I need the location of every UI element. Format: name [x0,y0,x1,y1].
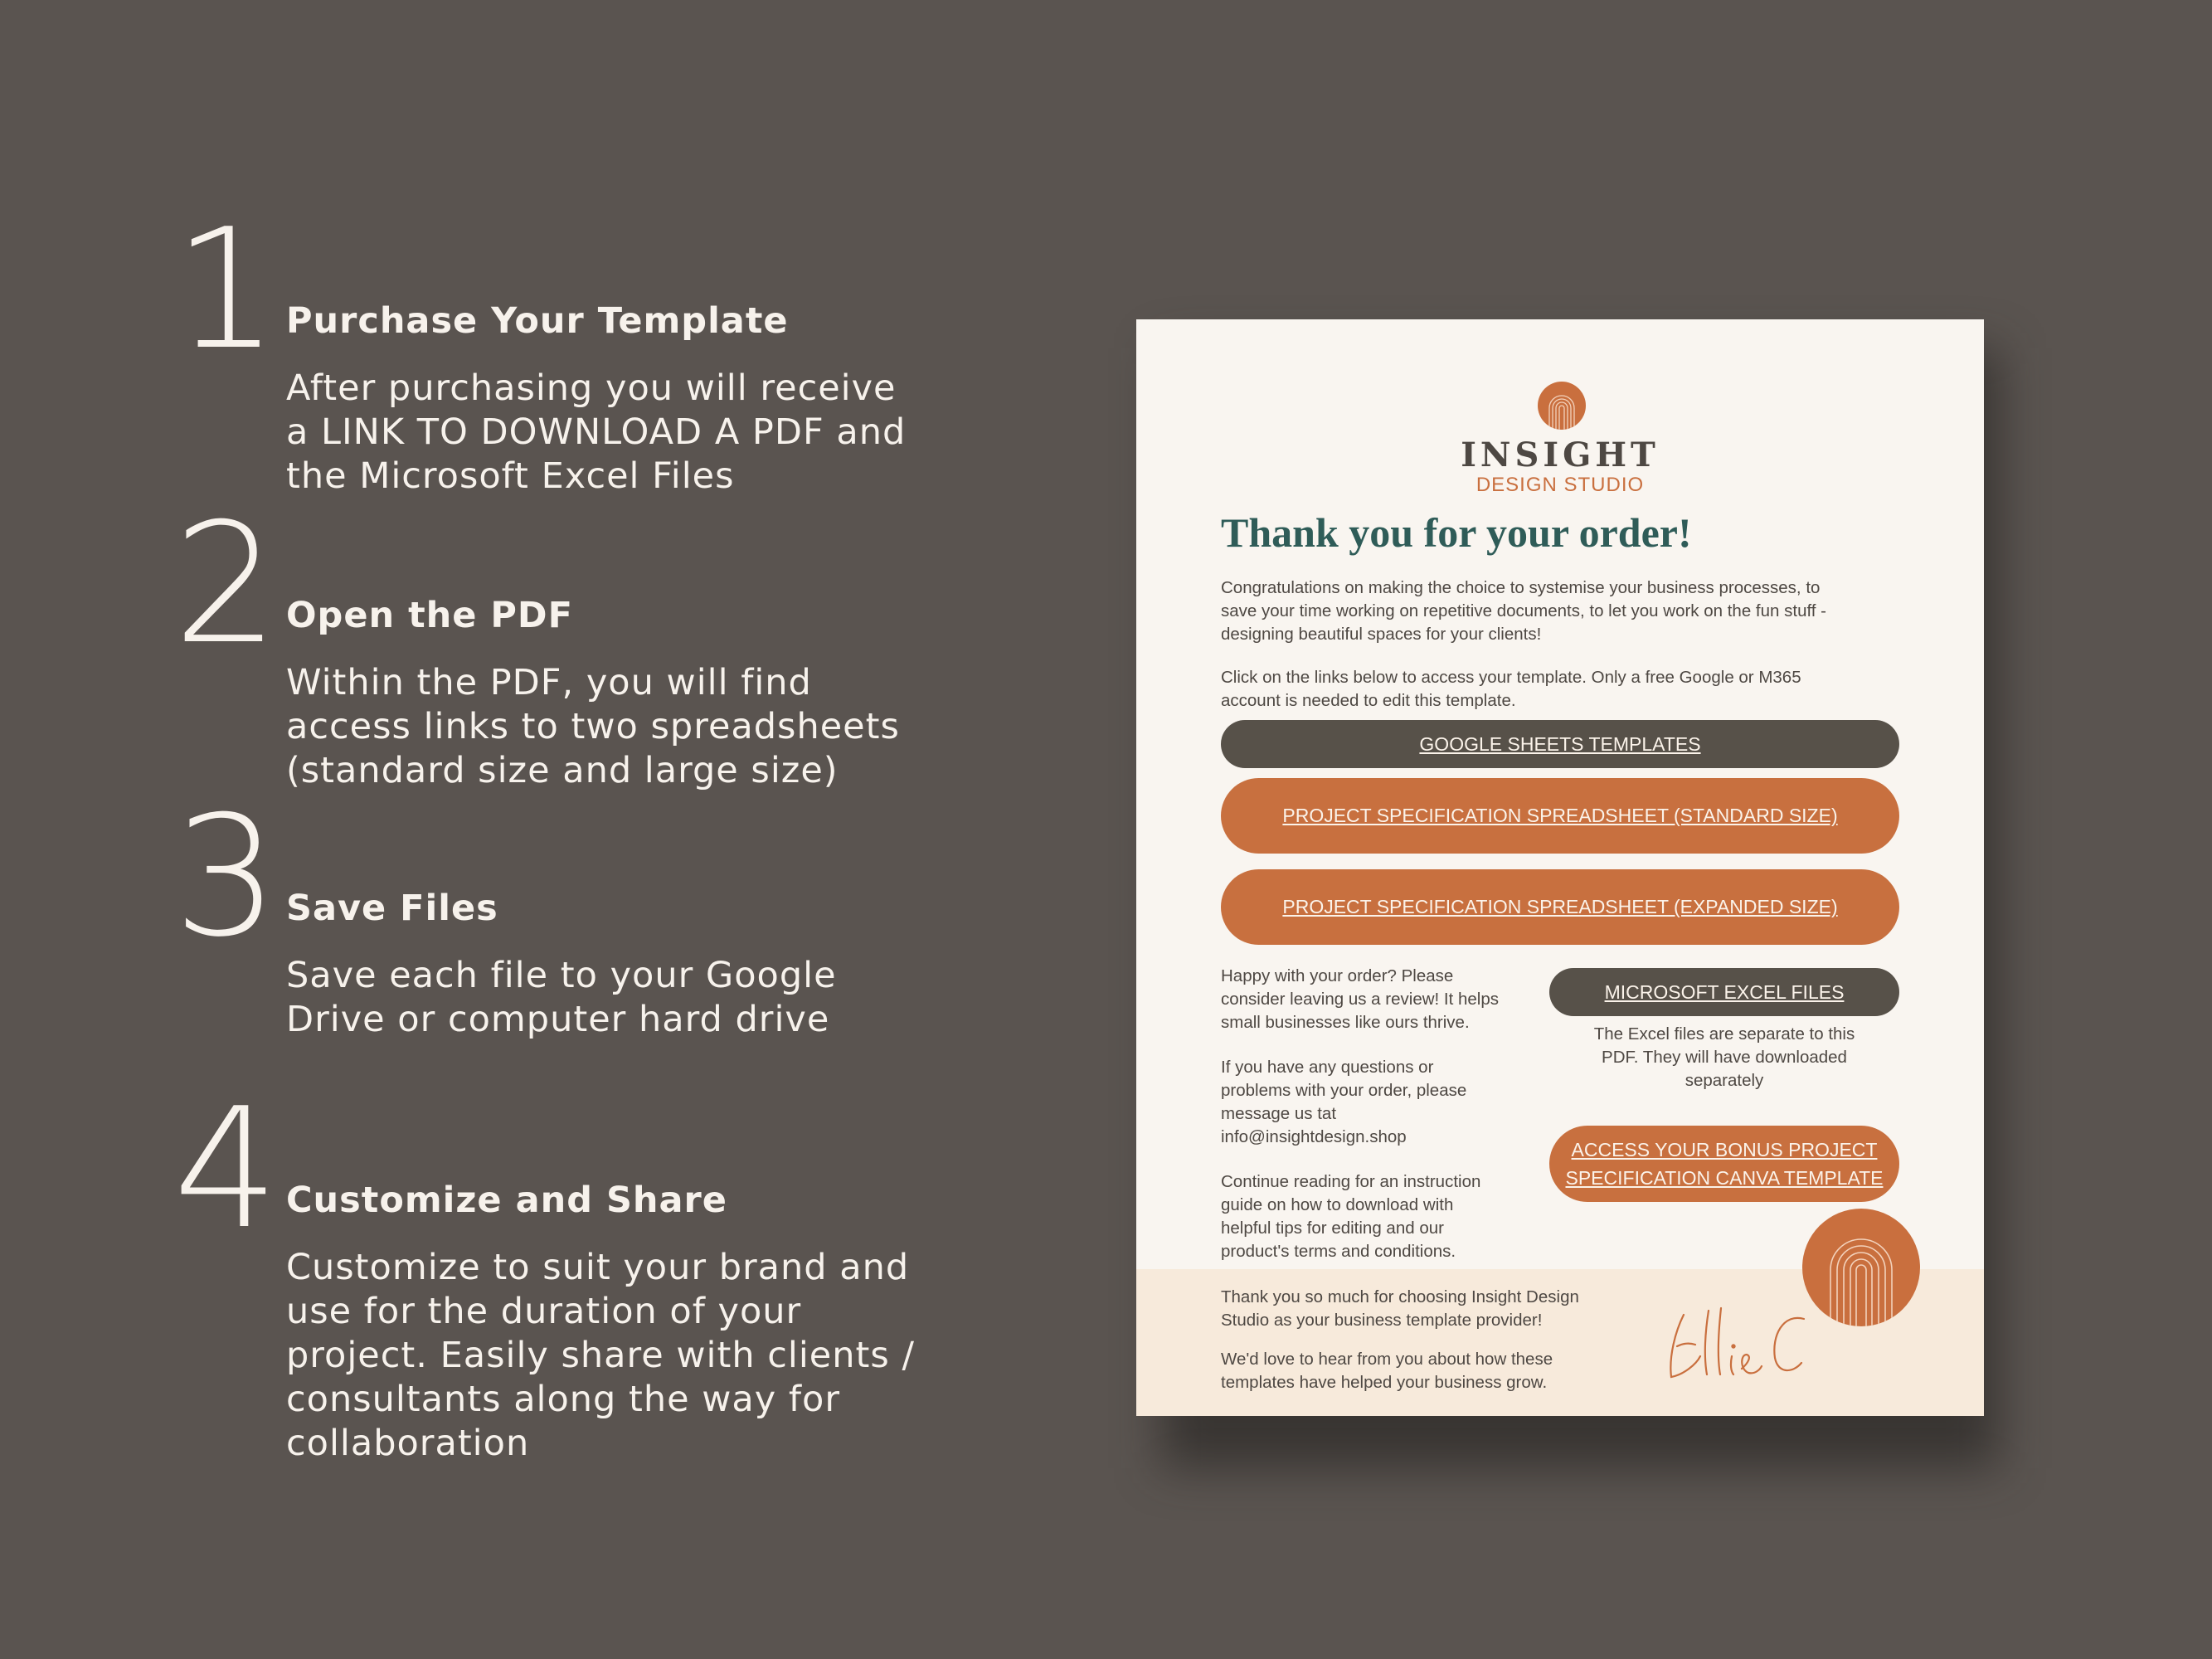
contact-email: info@insightdesign.shop [1221,1127,1407,1146]
text-line: small businesses like ours thrive. [1221,1013,1470,1032]
text-line: Congratulations on making the choice to systemise your business processes, to [1221,578,1821,597]
step-line: consultants along the way for [286,1379,841,1420]
step-number: 3 [173,781,280,974]
step-line: Customize to suit your brand and [286,1247,910,1288]
text-line: Studio as your business template provider! [1221,1311,1543,1330]
text-line: The Excel files are separate to this [1593,1024,1855,1044]
step-title: Purchase Your Template [286,300,789,342]
text-line: designing beautiful spaces for your clients! [1221,625,1542,644]
questions-paragraph [1221,1056,1536,1149]
text-line: product's terms and conditions. [1221,1242,1456,1261]
excel-note [1549,1023,1899,1092]
text-line: consider leaving us a review! It helps [1221,990,1500,1009]
step-line: access links to two spreadsheets [286,706,900,747]
button-line: SPECIFICATION CANVA TEMPLATE [1565,1167,1884,1189]
text-line: helpful tips for editing and our [1221,1219,1444,1238]
step-line: After purchasing you will receive [286,367,897,409]
footer-feedback [1221,1348,1652,1394]
step-line: project. Easily share with clients / [286,1335,915,1376]
continue-paragraph [1221,1170,1536,1263]
arch-logo-icon [1538,382,1586,430]
step-line: a LINK TO DOWNLOAD A PDF and [286,411,907,453]
brand-subtitle: DESIGN STUDIO [1475,474,1645,496]
step-number: 4 [173,1073,280,1266]
text-line: Continue reading for an instruction [1221,1172,1481,1191]
text-line: save your time working on repetitive documents, to let you work on the fun stuff - [1221,601,1827,620]
button-line: ACCESS YOUR BONUS PROJECT [1571,1139,1878,1160]
text-line: templates have helped your business grow. [1221,1373,1548,1392]
step-description [286,1246,941,1466]
step-line: Within the PDF, you will find [286,662,812,703]
text-line: Thank you so much for choosing Insight Design [1221,1287,1579,1306]
footer-thanks [1221,1286,1652,1332]
step-line: the Microsoft Excel Files [286,455,735,497]
text-line: problems with your order, please [1221,1081,1467,1100]
intro-paragraph [1221,577,1901,646]
text-line: Happy with your order? Please [1221,966,1454,985]
brand-name: INSIGHT [1461,435,1660,474]
instructions-paragraph [1221,666,1901,713]
document-title: Thank you for your order! [1221,509,1692,556]
expanded-size-spreadsheet-button[interactable]: PROJECT SPECIFICATION SPREADSHEET (EXPANDED SIZE) [1221,869,1899,945]
step-description [286,954,941,1042]
text-line: Click on the links below to access your template. Only a free Google or M365 [1221,668,1801,687]
step-line: Drive or computer hard drive [286,999,830,1040]
step-number: 2 [173,488,280,681]
step-line: use for the duration of your [286,1291,802,1332]
review-paragraph [1221,965,1536,1034]
bonus-canva-template-button[interactable] [1549,1126,1899,1202]
step-title: Open the PDF [286,595,573,636]
text-line: message us tat [1221,1104,1337,1123]
step-title: Save Files [286,888,498,929]
text-line: separately [1685,1071,1764,1090]
handwritten-signature [1659,1298,1825,1389]
standard-size-spreadsheet-button[interactable]: PROJECT SPECIFICATION SPREADSHEET (STANDARD SIZE) [1221,778,1899,854]
thank-you-document [1136,319,1984,1416]
text-line: PDF. They will have downloaded [1602,1048,1847,1067]
step-line: (standard size and large size) [286,750,839,791]
text-line: guide on how to download with [1221,1195,1454,1214]
microsoft-excel-files-button[interactable]: MICROSOFT EXCEL FILES [1549,968,1899,1016]
google-sheets-templates-button[interactable]: GOOGLE SHEETS TEMPLATES [1221,720,1899,768]
step-line: collaboration [286,1423,530,1464]
text-line: account is needed to edit this template. [1221,691,1516,710]
step-number: 1 [173,193,280,387]
step-title: Customize and Share [286,1180,727,1221]
step-description [286,367,941,499]
text-line: We'd love to hear from you about how these [1221,1350,1553,1369]
step-description [286,661,941,793]
step-line: Save each file to your Google [286,955,837,996]
text-line: If you have any questions or [1221,1058,1434,1077]
